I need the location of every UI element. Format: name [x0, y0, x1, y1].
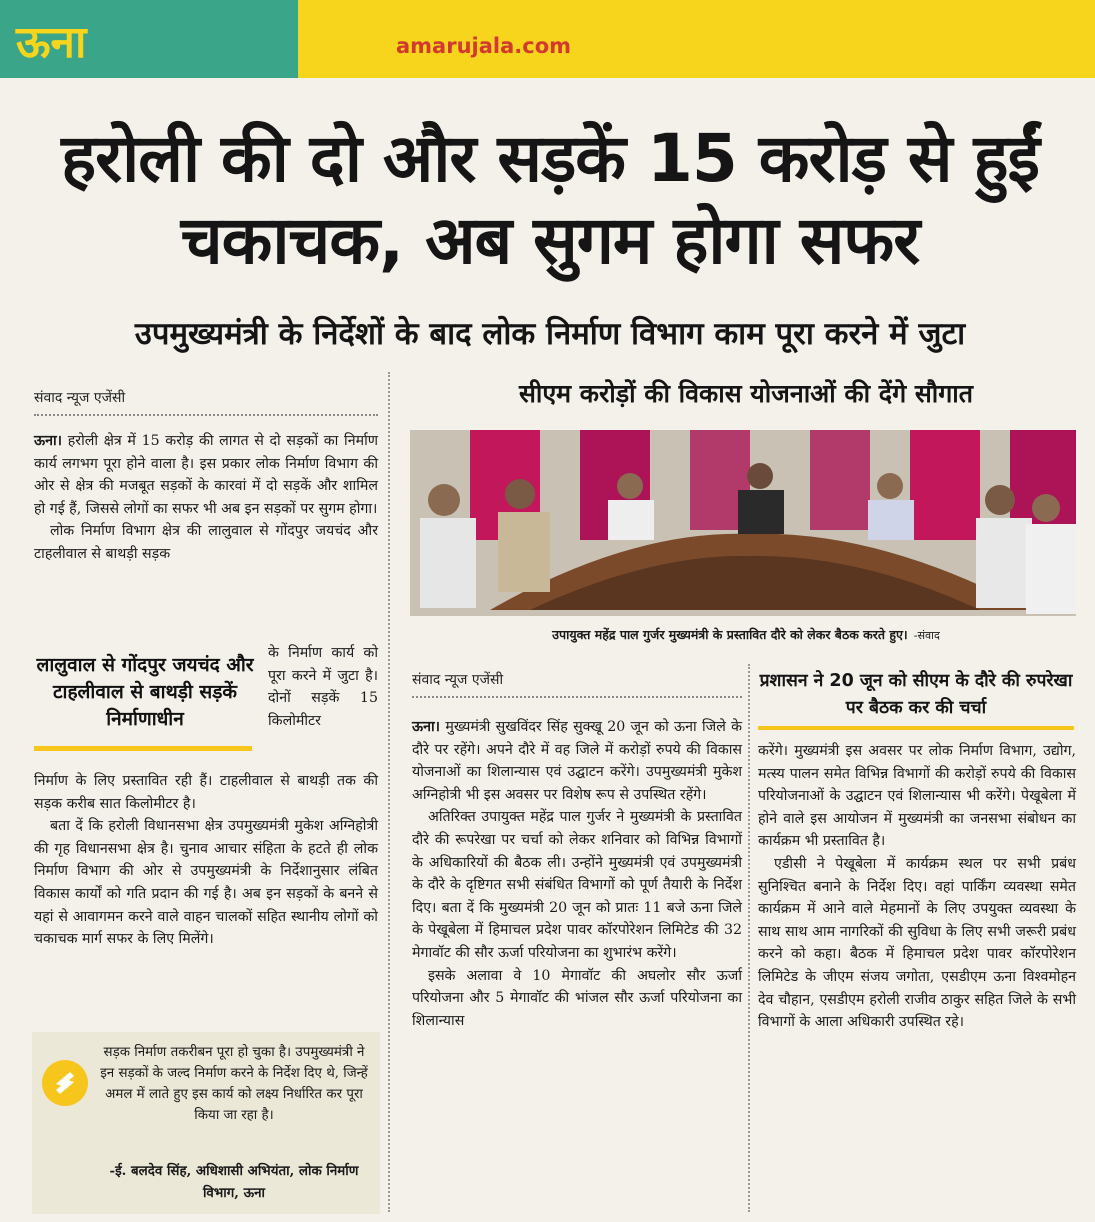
quote-attribution: -ई. बलदेव सिंह, अधिशासी अभियंता, लोक निर्माण विभाग, ऊना [109, 1163, 359, 1201]
story1-byline: संवाद न्यूज एजेंसी [34, 390, 126, 406]
story2-para2: अतिरिक्त उपायुक्त महेंद्र पाल गुर्जर ने मुख्यमंत्री के प्रस्तावित दौरे की रूपरेखा पर चर्चा को लेकर शनिवार को विभिन्न विभागों के अधिकारियों की बैठक ली। उन्होंने मुख्यमंत्री एवं उपमुख्यमंत्री के दौरे के दृष्टिगत सभी संबंधित विभागों को पूर्ण तैयारी के निर्देश दिए। बता दें कि मुख्यमंत्री 20 जून को प्रातः 11 बजे ऊना जिले के पेखूबेला में हिमाचल प्रदेश पावर कॉरपोरेशन लिमिटेड की 32 मेगावॉट की सौर ऊर्जा परियोजना का शुभारंभ करेंगे। [412, 809, 742, 961]
story1-dateline: ऊना। [34, 433, 63, 449]
story1-para2-side: के निर्माण कार्य को पूरा करने में जुटा है। दोनों सड़कें 15 किलोमीटर [268, 645, 378, 729]
story1-para2: लोक निर्माण विभाग क्षेत्र की लालुवाल से गोंदपुर जयचंद और टाहलीवाल से बाथड़ी सड़क [34, 523, 378, 562]
headline: हरोली की दो और सड़कें 15 करोड़ से हुईं चकाचक, अब सुगम होगा सफर [61, 120, 1039, 279]
city-name: ऊना [16, 17, 87, 68]
story1-body-top [34, 430, 378, 566]
pull-quote-underline [34, 746, 252, 751]
photo-credit: -संवाद [913, 629, 940, 642]
quote-logo-icon [42, 1060, 88, 1106]
story2-side-heading: प्रशासन ने 20 जून को सीएम के दौरे की रुपरेखा पर बैठक कर की चर्चा [759, 671, 1073, 718]
photo-caption-text: उपायुक्त महेंद्र पाल गुर्जर मुख्यमंत्री के प्रस्तावित दौरे को लेकर बैठक करते हुए। [552, 627, 908, 642]
city-tag [0, 0, 298, 78]
story2-dateline: ऊना। [412, 719, 441, 735]
story1-para3: बता दें कि हरोली विधानसभा क्षेत्र उपमुख्यमंत्री मुकेश अग्निहोत्री की गृह विधानसभा क्षेत्र है। चुनाव आचार संहिता के हटते ही लोक निर्माण विभाग की ओर से उपमुख्यमंत्री के निर्देशानुसार लंबित विकास कार्यों को गति प्रदान की गई है। अब इन सड़कों के बनने से यहां से आवागमन करने वाले वाहन चालकों सहित स्थानीय लोगों को चकाचक मार्ग सफर के लिए मिलेंगे। [34, 818, 378, 948]
site-name[interactable]: amarujala.com [396, 34, 572, 58]
story2-col1 [412, 716, 742, 1032]
story2-para3: इसके अलावा वे 10 मेगावॉट की अघलोर सौर ऊर्जा परियोजना और 5 मेगावॉट की भांजल सौर ऊर्जा परियोजना का शिलान्यास [412, 967, 742, 1029]
story2-para1: मुख्यमंत्री सुखविंदर सिंह सुक्खू 20 जून को ऊना जिले के दौरे पर रहेंगे। अपने दौरे में वह जिले में करोड़ों रुपये की विकास योजनाओं का शिलान्यास एवं उद्घाटन करेंगे। उपमुख्यमंत्री मुकेश अग्निहोत्री भी इस अवसर पर विशेष रूप से उपस्थित रहेंगे। [412, 719, 742, 803]
story2-heading: सीएम करोड़ों की विकास योजनाओं की देंगे सौगात [518, 379, 974, 408]
quote-text: सड़क निर्माण तकरीबन पूरा हो चुका है। उपमुख्यमंत्री ने इन सड़कों के जल्द निर्माण करने के निर्देश दिए थे, जिन्हें अमल में लाते हुए इस कार्य को लक्ष्य निर्धारित कर पूरा किया जा रहा है। [100, 1045, 368, 1123]
story1-para2-end: निर्माण के लिए प्रस्तावित रही हैं। टाहलीवाल से बाथड़ी तक की सड़क करीब सात किलोमीटर है। [34, 773, 378, 812]
quote-box [32, 1032, 380, 1214]
pull-quote: लालुवाल से गोंदपुर जयचंद और टाहलीवाल से बाथड़ी सड़कें निर्माणाधीन [36, 654, 254, 730]
story1-body-bottom [34, 770, 378, 951]
story2-para5: एडीसी ने पेखूबेला में कार्यक्रम स्थल पर सभी प्रबंध सुनिश्चित बनाने के निर्देश दिए। वहां पार्किंग व्यवस्था समेत कार्यक्रम में आने वाले मेहमानों के लिए उपयुक्त व्यवस्था के साथ साथ आम नागरिकों की सुविधा के लिए सभी जरूरी प्रबंध करने को कहा। बैठक में हिमाचल प्रदेश पावर कॉरपोरेशन लिमिटेड के जीएम संजय जगोता, एसडीएम ऊना विश्वमोहन देव चौहान, एसडीएम हरोली राजीव ठाकुर सहित जिले के सभी विभागों के आला अधिकारी उपस्थित रहे। [758, 855, 1076, 1031]
subheadline: उपमुख्यमंत्री के निर्देशों के बाद लोक निर्माण विभाग काम पूरा करने में जुटा [134, 316, 966, 352]
meeting-photo [410, 430, 1076, 616]
story1-para1: हरोली क्षेत्र में 15 करोड़ की लागत से दो सड़कों का निर्माण कार्य लगभग पूरा होने वाला है। इस प्रकार लोक निर्माण विभाग की ओर से क्षेत्र की मजबूत सड़कों के कारवां में दो सड़कें और शामिल हो गई हैं, जिससे लोगों का सफर भी अब इन सड़कों पर सुगम होगा। [34, 433, 378, 517]
story2-para4: करेंगे। मुख्यमंत्री इस अवसर पर लोक निर्माण विभाग, उद्योग, मत्स्य पालन समेत विभिन्न विभागों की करोड़ों रुपये की विकास परियोजनाओं के उद्घाटन एवं शिलान्यास भी करेंगे। पेखूबेला में होने वाले इस आयोजन में मुख्यमंत्री का जनसभा संबोधन का कार्यक्रम भी प्रस्तावित है। [758, 743, 1076, 850]
story2-byline-divider [412, 696, 742, 698]
story2-col2 [758, 740, 1076, 1034]
byline-divider [34, 414, 378, 416]
column-divider [388, 372, 390, 1212]
story2-column-divider [748, 664, 750, 1212]
story2-byline: संवाद न्यूज एजेंसी [412, 672, 504, 688]
side-heading-underline [758, 726, 1074, 730]
masthead [0, 0, 1095, 78]
photo-caption [412, 626, 1080, 643]
